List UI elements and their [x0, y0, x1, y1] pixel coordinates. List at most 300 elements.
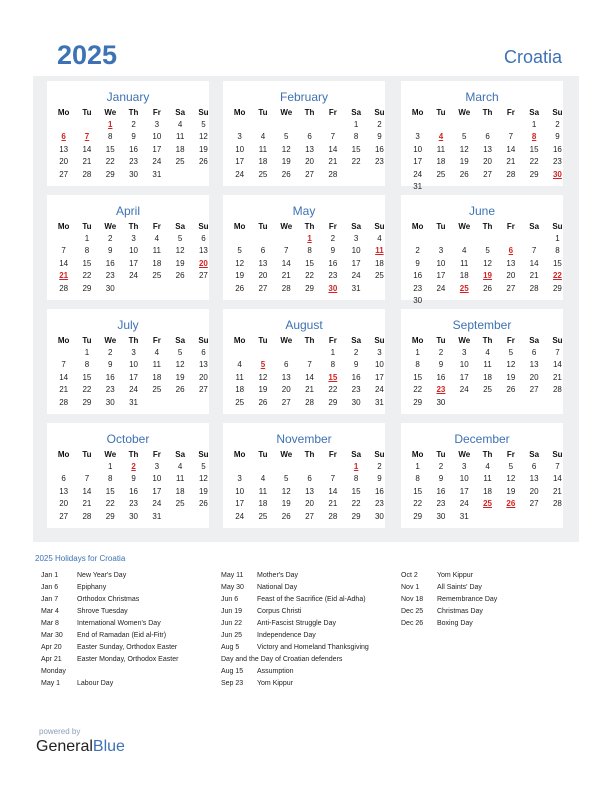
day-cell[interactable]: 27 [506, 283, 516, 293]
day-cell[interactable]: 23 [129, 499, 138, 509]
day-cell[interactable]: 19 [198, 486, 208, 496]
day-cell[interactable]: 16 [436, 372, 446, 382]
day-cell[interactable]: 26 [235, 283, 245, 293]
day-cell[interactable]: 1 [84, 348, 90, 358]
day-cell[interactable]: 27 [198, 385, 208, 395]
day-cell[interactable]: 16 [129, 486, 138, 496]
day-cell[interactable]: 15 [351, 486, 361, 496]
day-cell[interactable]: 24 [235, 511, 245, 521]
holiday-day-cell[interactable]: 30 [552, 169, 562, 179]
day-cell[interactable]: 3 [415, 132, 420, 142]
day-cell[interactable]: 9 [131, 132, 136, 142]
day-cell[interactable]: 18 [175, 486, 185, 496]
day-cell[interactable]: 15 [351, 144, 361, 154]
day-cell[interactable]: 13 [305, 144, 314, 154]
day-cell[interactable]: 7 [555, 462, 560, 472]
day-cell[interactable]: 31 [351, 283, 361, 293]
day-cell[interactable]: 27 [59, 169, 69, 179]
holiday-day-cell[interactable]: 11 [375, 246, 384, 256]
day-cell[interactable]: 4 [154, 234, 160, 244]
day-cell[interactable]: 7 [555, 348, 560, 358]
day-cell[interactable]: 18 [152, 372, 162, 382]
day-cell[interactable]: 2 [377, 462, 382, 472]
day-cell[interactable]: 6 [284, 360, 289, 370]
day-cell[interactable]: 4 [260, 474, 266, 484]
day-cell[interactable]: 11 [235, 372, 244, 382]
day-cell[interactable]: 27 [305, 169, 314, 179]
day-cell[interactable]: 7 [284, 246, 289, 256]
day-cell[interactable]: 22 [305, 271, 314, 281]
day-cell[interactable]: 26 [459, 169, 469, 179]
day-cell[interactable]: 12 [506, 360, 516, 370]
day-cell[interactable]: 27 [529, 385, 539, 395]
day-cell[interactable]: 22 [413, 385, 423, 395]
day-cell[interactable]: 14 [506, 144, 516, 154]
day-cell[interactable]: 30 [436, 397, 446, 407]
day-cell[interactable]: 11 [175, 474, 185, 484]
day-cell[interactable]: 2 [108, 348, 113, 358]
day-cell[interactable]: 22 [82, 271, 92, 281]
day-cell[interactable]: 5 [284, 474, 289, 484]
day-cell[interactable]: 20 [506, 271, 516, 281]
day-cell[interactable]: 20 [483, 157, 492, 167]
day-cell[interactable]: 15 [413, 372, 423, 382]
day-cell[interactable]: 17 [129, 372, 138, 382]
day-cell[interactable]: 14 [529, 258, 539, 268]
day-cell[interactable]: 2 [131, 120, 136, 130]
day-cell[interactable]: 8 [353, 474, 359, 484]
day-cell[interactable]: 5 [201, 462, 206, 472]
day-cell[interactable]: 3 [237, 474, 242, 484]
day-cell[interactable]: 27 [59, 511, 69, 521]
holiday-day-cell[interactable]: 15 [328, 372, 338, 382]
day-cell[interactable]: 13 [529, 360, 539, 370]
day-cell[interactable]: 22 [82, 385, 92, 395]
day-cell[interactable]: 9 [330, 246, 336, 256]
day-cell[interactable]: 24 [413, 169, 423, 179]
day-cell[interactable]: 26 [281, 169, 291, 179]
day-cell[interactable]: 6 [201, 348, 206, 358]
day-cell[interactable]: 23 [105, 385, 115, 395]
day-cell[interactable]: 19 [175, 372, 185, 382]
day-cell[interactable]: 3 [154, 120, 160, 130]
day-cell[interactable]: 10 [235, 144, 245, 154]
day-cell[interactable]: 9 [108, 246, 113, 256]
day-cell[interactable]: 10 [459, 360, 469, 370]
day-cell[interactable]: 25 [436, 169, 446, 179]
day-cell[interactable]: 2 [377, 120, 382, 130]
day-cell[interactable]: 18 [258, 499, 268, 509]
day-cell[interactable]: 21 [529, 271, 539, 281]
day-cell[interactable]: 4 [237, 360, 242, 370]
day-cell[interactable]: 28 [305, 397, 314, 407]
holiday-day-cell[interactable]: 1 [353, 462, 359, 472]
day-cell[interactable]: 19 [258, 385, 268, 395]
day-cell[interactable]: 16 [328, 258, 338, 268]
day-cell[interactable]: 1 [555, 234, 560, 244]
day-cell[interactable]: 12 [198, 132, 208, 142]
day-cell[interactable]: 30 [105, 283, 115, 293]
day-cell[interactable]: 6 [61, 474, 66, 484]
day-cell[interactable]: 24 [436, 283, 446, 293]
day-cell[interactable]: 17 [235, 157, 245, 167]
day-cell[interactable]: 2 [415, 246, 420, 256]
day-cell[interactable]: 22 [328, 385, 338, 395]
day-cell[interactable]: 18 [374, 258, 384, 268]
day-cell[interactable]: 23 [374, 499, 384, 509]
day-cell[interactable]: 7 [330, 132, 336, 142]
day-cell[interactable]: 1 [531, 120, 537, 130]
day-cell[interactable]: 18 [483, 486, 492, 496]
day-cell[interactable]: 12 [175, 360, 185, 370]
day-cell[interactable]: 6 [201, 234, 206, 244]
day-cell[interactable]: 31 [152, 511, 162, 521]
holiday-day-cell[interactable]: 30 [328, 283, 338, 293]
day-cell[interactable]: 25 [374, 271, 384, 281]
day-cell[interactable]: 21 [328, 157, 338, 167]
day-cell[interactable]: 23 [351, 385, 361, 395]
day-cell[interactable]: 13 [506, 258, 516, 268]
day-cell[interactable]: 26 [506, 385, 516, 395]
day-cell[interactable]: 14 [59, 258, 69, 268]
day-cell[interactable]: 17 [413, 157, 423, 167]
day-cell[interactable]: 19 [235, 271, 245, 281]
day-cell[interactable]: 27 [305, 511, 314, 521]
day-cell[interactable]: 31 [413, 182, 423, 192]
day-cell[interactable]: 8 [415, 360, 420, 370]
day-cell[interactable]: 9 [108, 360, 113, 370]
day-cell[interactable]: 23 [105, 271, 115, 281]
day-cell[interactable]: 30 [413, 296, 423, 306]
day-cell[interactable]: 29 [351, 511, 361, 521]
day-cell[interactable]: 20 [198, 372, 208, 382]
day-cell[interactable]: 13 [281, 372, 291, 382]
day-cell[interactable]: 13 [59, 144, 69, 154]
day-cell[interactable]: 5 [485, 246, 490, 256]
day-cell[interactable]: 28 [82, 511, 92, 521]
day-cell[interactable]: 14 [59, 372, 69, 382]
day-cell[interactable]: 16 [105, 258, 115, 268]
day-cell[interactable]: 8 [555, 246, 560, 256]
day-cell[interactable]: 15 [105, 144, 115, 154]
day-cell[interactable]: 17 [152, 144, 162, 154]
day-cell[interactable]: 14 [82, 486, 92, 496]
day-cell[interactable]: 13 [305, 486, 314, 496]
day-cell[interactable]: 15 [305, 258, 314, 268]
day-cell[interactable]: 4 [260, 132, 266, 142]
day-cell[interactable]: 26 [175, 385, 185, 395]
day-cell[interactable]: 22 [105, 157, 115, 167]
day-cell[interactable]: 17 [459, 372, 469, 382]
day-cell[interactable]: 12 [483, 258, 492, 268]
day-cell[interactable]: 15 [413, 486, 423, 496]
day-cell[interactable]: 9 [377, 474, 382, 484]
day-cell[interactable]: 4 [154, 348, 160, 358]
day-cell[interactable]: 21 [552, 486, 562, 496]
generalblue-logo[interactable] [36, 738, 125, 756]
day-cell[interactable]: 24 [235, 169, 245, 179]
day-cell[interactable]: 8 [353, 132, 359, 142]
day-cell[interactable]: 27 [258, 283, 268, 293]
day-cell[interactable]: 27 [483, 169, 492, 179]
holiday-day-cell[interactable]: 23 [436, 385, 446, 395]
day-cell[interactable]: 7 [61, 360, 66, 370]
day-cell[interactable]: 19 [281, 499, 291, 509]
day-cell[interactable]: 3 [131, 348, 136, 358]
holiday-day-cell[interactable]: 7 [84, 132, 90, 142]
day-cell[interactable]: 20 [305, 157, 314, 167]
day-cell[interactable]: 19 [506, 486, 516, 496]
day-cell[interactable]: 7 [330, 474, 336, 484]
day-cell[interactable]: 31 [152, 169, 162, 179]
day-cell[interactable]: 11 [436, 144, 446, 154]
day-cell[interactable]: 21 [552, 372, 562, 382]
day-cell[interactable]: 25 [175, 157, 185, 167]
day-cell[interactable]: 30 [105, 397, 115, 407]
day-cell[interactable]: 23 [436, 499, 446, 509]
day-cell[interactable]: 16 [351, 372, 361, 382]
day-cell[interactable]: 4 [177, 120, 183, 130]
day-cell[interactable]: 16 [552, 144, 562, 154]
day-cell[interactable]: 16 [105, 372, 115, 382]
day-cell[interactable]: 25 [152, 385, 162, 395]
day-cell[interactable]: 29 [305, 283, 314, 293]
day-cell[interactable]: 23 [374, 157, 384, 167]
day-cell[interactable]: 5 [284, 132, 289, 142]
day-cell[interactable]: 12 [258, 372, 268, 382]
day-cell[interactable]: 26 [175, 271, 185, 281]
day-cell[interactable]: 8 [415, 474, 420, 484]
day-cell[interactable]: 9 [438, 474, 444, 484]
day-cell[interactable]: 10 [436, 258, 446, 268]
day-cell[interactable]: 8 [108, 132, 113, 142]
day-cell[interactable]: 24 [129, 271, 138, 281]
day-cell[interactable]: 27 [198, 271, 208, 281]
holiday-day-cell[interactable]: 2 [131, 462, 136, 472]
day-cell[interactable]: 28 [529, 283, 539, 293]
day-cell[interactable]: 28 [281, 283, 291, 293]
day-cell[interactable]: 20 [529, 486, 539, 496]
holiday-day-cell[interactable]: 8 [531, 132, 537, 142]
day-cell[interactable]: 28 [552, 385, 562, 395]
day-cell[interactable]: 2 [438, 462, 444, 472]
day-cell[interactable]: 3 [438, 246, 444, 256]
day-cell[interactable]: 29 [529, 169, 539, 179]
day-cell[interactable]: 22 [351, 499, 361, 509]
day-cell[interactable]: 31 [459, 511, 469, 521]
day-cell[interactable]: 4 [377, 234, 382, 244]
day-cell[interactable]: 12 [235, 258, 245, 268]
day-cell[interactable]: 11 [258, 486, 268, 496]
day-cell[interactable]: 19 [506, 372, 516, 382]
holiday-day-cell[interactable]: 25 [459, 283, 469, 293]
day-cell[interactable]: 3 [237, 132, 242, 142]
day-cell[interactable]: 9 [353, 360, 359, 370]
day-cell[interactable]: 22 [351, 157, 361, 167]
day-cell[interactable]: 16 [413, 271, 423, 281]
day-cell[interactable]: 24 [129, 385, 138, 395]
day-cell[interactable]: 21 [281, 271, 291, 281]
day-cell[interactable]: 16 [374, 144, 384, 154]
day-cell[interactable]: 5 [177, 234, 183, 244]
day-cell[interactable]: 20 [59, 499, 69, 509]
day-cell[interactable]: 14 [82, 144, 92, 154]
day-cell[interactable]: 28 [506, 169, 516, 179]
day-cell[interactable]: 24 [459, 499, 469, 509]
holiday-day-cell[interactable]: 5 [260, 360, 266, 370]
day-cell[interactable]: 16 [374, 486, 384, 496]
day-cell[interactable]: 31 [129, 397, 138, 407]
day-cell[interactable]: 11 [152, 246, 161, 256]
day-cell[interactable]: 29 [105, 511, 115, 521]
day-cell[interactable]: 10 [459, 474, 469, 484]
day-cell[interactable]: 5 [508, 348, 514, 358]
day-cell[interactable]: 10 [152, 132, 162, 142]
day-cell[interactable]: 22 [105, 499, 115, 509]
day-cell[interactable]: 15 [529, 144, 539, 154]
day-cell[interactable]: 3 [353, 234, 359, 244]
day-cell[interactable]: 14 [552, 360, 562, 370]
day-cell[interactable]: 28 [59, 397, 69, 407]
day-cell[interactable]: 8 [84, 360, 90, 370]
day-cell[interactable]: 9 [555, 132, 560, 142]
day-cell[interactable]: 5 [201, 120, 206, 130]
day-cell[interactable]: 6 [307, 474, 312, 484]
day-cell[interactable]: 8 [108, 474, 113, 484]
holiday-day-cell[interactable]: 25 [483, 499, 492, 509]
day-cell[interactable]: 1 [330, 348, 336, 358]
holiday-day-cell[interactable]: 6 [61, 132, 66, 142]
day-cell[interactable]: 24 [459, 385, 469, 395]
day-cell[interactable]: 25 [152, 271, 162, 281]
day-cell[interactable]: 28 [328, 511, 338, 521]
day-cell[interactable]: 28 [59, 283, 69, 293]
day-cell[interactable]: 28 [552, 499, 562, 509]
day-cell[interactable]: 6 [260, 246, 266, 256]
day-cell[interactable]: 29 [328, 397, 338, 407]
day-cell[interactable]: 22 [413, 499, 423, 509]
day-cell[interactable]: 4 [462, 246, 467, 256]
day-cell[interactable]: 25 [483, 385, 492, 395]
day-cell[interactable]: 19 [198, 144, 208, 154]
day-cell[interactable]: 10 [235, 486, 245, 496]
day-cell[interactable]: 3 [462, 348, 467, 358]
day-cell[interactable]: 29 [413, 511, 423, 521]
day-cell[interactable]: 14 [328, 144, 338, 154]
day-cell[interactable]: 8 [330, 360, 336, 370]
day-cell[interactable]: 11 [175, 132, 185, 142]
day-cell[interactable]: 2 [438, 348, 444, 358]
day-cell[interactable]: 6 [307, 132, 312, 142]
day-cell[interactable]: 25 [258, 169, 268, 179]
day-cell[interactable]: 17 [351, 258, 361, 268]
day-cell[interactable]: 25 [235, 397, 245, 407]
day-cell[interactable]: 5 [177, 348, 183, 358]
day-cell[interactable]: 5 [508, 462, 514, 472]
holiday-day-cell[interactable]: 26 [506, 499, 516, 509]
day-cell[interactable]: 16 [129, 144, 138, 154]
day-cell[interactable]: 29 [552, 283, 562, 293]
day-cell[interactable]: 13 [198, 360, 208, 370]
day-cell[interactable]: 20 [281, 385, 291, 395]
day-cell[interactable]: 3 [462, 462, 467, 472]
day-cell[interactable]: 26 [483, 283, 492, 293]
day-cell[interactable]: 29 [413, 397, 423, 407]
day-cell[interactable]: 24 [374, 385, 384, 395]
day-cell[interactable]: 17 [374, 372, 384, 382]
day-cell[interactable]: 24 [152, 499, 162, 509]
day-cell[interactable]: 10 [152, 474, 162, 484]
day-cell[interactable]: 18 [152, 258, 162, 268]
day-cell[interactable]: 27 [529, 499, 539, 509]
day-cell[interactable]: 12 [459, 144, 469, 154]
day-cell[interactable]: 18 [258, 157, 268, 167]
day-cell[interactable]: 18 [459, 271, 469, 281]
day-cell[interactable]: 30 [129, 511, 138, 521]
day-cell[interactable]: 21 [59, 385, 69, 395]
day-cell[interactable]: 4 [485, 348, 490, 358]
day-cell[interactable]: 1 [353, 120, 359, 130]
day-cell[interactable]: 25 [258, 511, 268, 521]
day-cell[interactable]: 21 [506, 157, 516, 167]
day-cell[interactable]: 6 [531, 348, 537, 358]
day-cell[interactable]: 17 [436, 271, 446, 281]
day-cell[interactable]: 1 [84, 234, 90, 244]
day-cell[interactable]: 20 [59, 157, 69, 167]
day-cell[interactable]: 10 [129, 246, 138, 256]
day-cell[interactable]: 7 [307, 360, 312, 370]
day-cell[interactable]: 31 [374, 397, 384, 407]
day-cell[interactable]: 1 [415, 348, 420, 358]
holiday-day-cell[interactable]: 6 [508, 246, 514, 256]
day-cell[interactable]: 1 [108, 462, 113, 472]
day-cell[interactable]: 12 [506, 474, 516, 484]
day-cell[interactable]: 25 [175, 499, 185, 509]
day-cell[interactable]: 26 [198, 499, 208, 509]
day-cell[interactable]: 2 [108, 234, 113, 244]
day-cell[interactable]: 1 [415, 462, 420, 472]
day-cell[interactable]: 6 [485, 132, 490, 142]
day-cell[interactable]: 30 [129, 169, 138, 179]
day-cell[interactable]: 10 [374, 360, 384, 370]
day-cell[interactable]: 13 [198, 246, 208, 256]
day-cell[interactable]: 2 [353, 348, 359, 358]
day-cell[interactable]: 21 [328, 499, 338, 509]
day-cell[interactable]: 13 [483, 144, 492, 154]
day-cell[interactable]: 5 [462, 132, 467, 142]
day-cell[interactable]: 23 [413, 283, 423, 293]
day-cell[interactable]: 12 [198, 474, 208, 484]
day-cell[interactable]: 3 [377, 348, 382, 358]
day-cell[interactable]: 20 [305, 499, 314, 509]
day-cell[interactable]: 6 [531, 462, 537, 472]
day-cell[interactable]: 5 [237, 246, 242, 256]
day-cell[interactable]: 23 [129, 157, 138, 167]
holiday-day-cell[interactable]: 21 [59, 271, 69, 281]
day-cell[interactable]: 21 [82, 499, 92, 509]
day-cell[interactable]: 13 [529, 474, 539, 484]
day-cell[interactable]: 28 [328, 169, 338, 179]
day-cell[interactable]: 18 [436, 157, 446, 167]
day-cell[interactable]: 23 [328, 271, 338, 281]
day-cell[interactable]: 26 [258, 397, 268, 407]
day-cell[interactable]: 7 [61, 246, 66, 256]
holiday-day-cell[interactable]: 1 [307, 234, 312, 244]
day-cell[interactable]: 22 [529, 157, 539, 167]
day-cell[interactable]: 14 [552, 474, 562, 484]
day-cell[interactable]: 10 [413, 144, 423, 154]
day-cell[interactable]: 11 [258, 144, 268, 154]
